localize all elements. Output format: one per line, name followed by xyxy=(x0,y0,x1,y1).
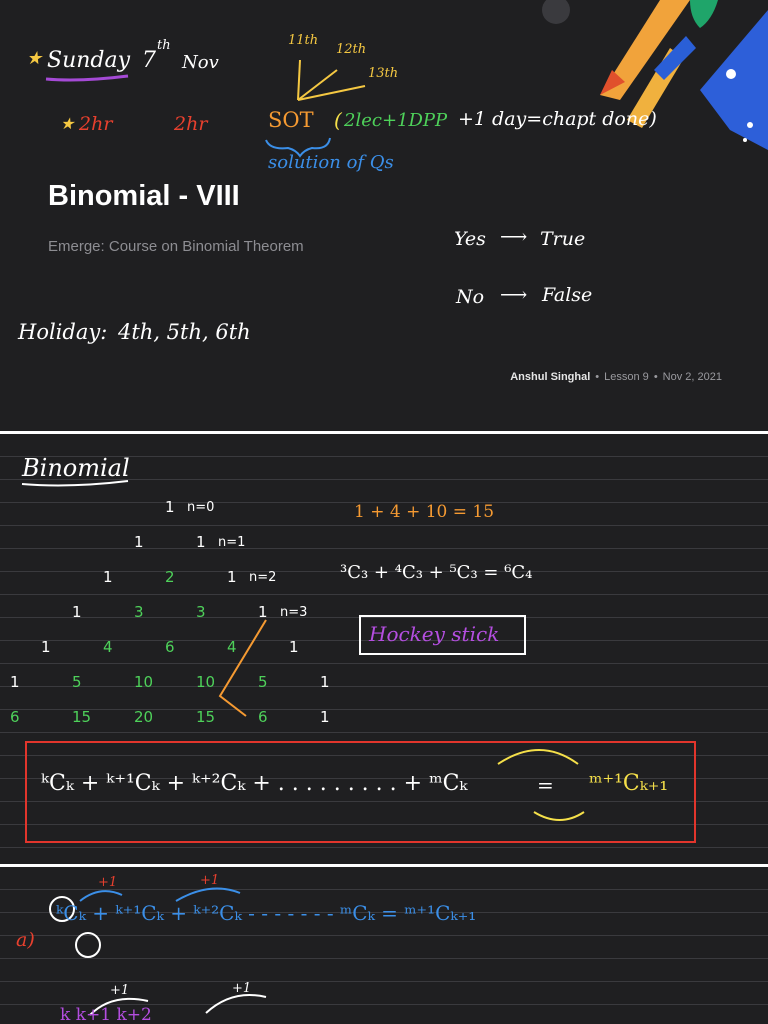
plus-one-arrow xyxy=(80,891,122,901)
heading-underline xyxy=(22,481,128,485)
triangle-cell: 1 xyxy=(227,568,237,586)
plus-one-label: +1 xyxy=(232,981,252,996)
triangle-cell: 1 xyxy=(103,568,113,586)
example-page xyxy=(0,867,768,1024)
lesson-date: Nov 2, 2021 xyxy=(662,371,722,383)
triangle-cell: 1 xyxy=(320,673,330,691)
leaf-icon xyxy=(690,0,718,28)
triangle-cell: 5 xyxy=(258,673,268,691)
lesson-label: Lesson 9 xyxy=(604,371,649,383)
part-a-label: a) xyxy=(16,929,35,951)
hockey-arrow xyxy=(220,620,266,716)
identity-equals: = xyxy=(537,773,554,797)
triangle-cell: 4 xyxy=(103,638,113,656)
triangle-cell: 15 xyxy=(196,708,216,726)
triangle-cell: 6 xyxy=(165,638,175,656)
row-label: n=3 xyxy=(280,605,308,620)
triangle-cell: 6 xyxy=(10,708,20,726)
page3-drawing xyxy=(0,867,768,1024)
triangle-cell: 15 xyxy=(72,708,92,726)
no-label: No xyxy=(456,286,485,308)
sot-rest: +1 day=chapt done) xyxy=(458,108,657,130)
title-slide xyxy=(0,0,768,431)
plus-one-label: +1 xyxy=(110,983,130,998)
true-label: True xyxy=(540,228,586,250)
triangle-cell: 10 xyxy=(134,673,154,691)
line-b: k k+1 k+2 xyxy=(60,1005,152,1024)
triangle-cell: 2 xyxy=(165,568,175,586)
identity-lhs: ᵏCₖ + ᵏ⁺¹Cₖ + ᵏ⁺²Cₖ + . . . . . . . . . + ᵐCₖ xyxy=(41,771,468,796)
hockey-stick-label: Hockey stick xyxy=(369,622,500,646)
arrow-icon: ⟶ xyxy=(500,226,528,248)
binomial-heading: Binomial xyxy=(22,454,130,482)
triangle-cell: 4 xyxy=(227,638,237,656)
plus-one-arrow xyxy=(176,889,240,902)
separator: • xyxy=(595,371,600,383)
row-label: n=0 xyxy=(187,500,215,515)
triangle-cell: 1 xyxy=(134,533,144,551)
combination-line: ³C₃ + ⁴C₃ + ⁵C₃ = ⁶C₄ xyxy=(340,562,533,583)
separator: • xyxy=(653,371,658,383)
row-label: n=2 xyxy=(249,570,277,585)
plus-one-label: +1 xyxy=(200,873,220,888)
hours-yellow: 2hr xyxy=(79,113,113,135)
label-11th: 11th xyxy=(288,33,319,48)
triangle-cell: 6 xyxy=(258,708,268,726)
triangle-cell: 10 xyxy=(196,673,216,691)
row-label: n=1 xyxy=(218,535,246,550)
identity-box xyxy=(25,741,696,843)
author-name: Anshul Singhal xyxy=(510,371,591,383)
triangle-cell: 3 xyxy=(196,603,206,621)
plus-one-label: +1 xyxy=(98,875,118,890)
slide-meta xyxy=(510,371,722,383)
sunday-underline xyxy=(46,76,128,80)
triangle-cell: 1 xyxy=(10,673,20,691)
solution-note: solution of Qs xyxy=(268,152,394,173)
triangle-cell: 20 xyxy=(134,708,154,726)
arrow-icon: ⟶ xyxy=(500,284,528,306)
star-dot-icon xyxy=(743,138,747,142)
hockey-stick-box xyxy=(359,615,526,655)
bow-tie-icon xyxy=(654,36,696,80)
month-label: Nov xyxy=(182,52,219,73)
star-dot-icon xyxy=(747,122,753,128)
triangle-cell: 1 xyxy=(41,638,51,656)
holiday-label: Holiday: xyxy=(18,320,108,344)
false-label: False xyxy=(542,284,593,306)
sot-paren: ( xyxy=(334,108,342,132)
arrow-11th xyxy=(298,60,300,100)
decor-circle xyxy=(542,0,570,24)
label-12th: 12th xyxy=(336,42,367,57)
k-circle-bottom xyxy=(76,933,100,957)
yes-label: Yes xyxy=(454,228,486,250)
date-th: th xyxy=(157,38,171,53)
date-seven: 7 xyxy=(142,48,156,73)
sunday-label: Sunday xyxy=(47,48,131,73)
slide-title: Binomial - VIII xyxy=(48,180,240,212)
triangle-cell: 1 xyxy=(165,498,175,516)
sot-label: SOT xyxy=(268,108,314,132)
triangle-cell: 1 xyxy=(258,603,268,621)
plus-one-arrow-b xyxy=(206,995,266,1013)
star-icon: ★ xyxy=(60,114,75,133)
label-13th: 13th xyxy=(368,66,399,81)
pascal-page xyxy=(0,434,768,864)
triangle-cell: 5 xyxy=(72,673,82,691)
rocket-window-icon xyxy=(726,69,736,79)
identity-rhs: ᵐ⁺¹Cₖ₊₁ xyxy=(589,771,669,796)
slide-subtitle: Emerge: Course on Binomial Theorem xyxy=(48,238,304,255)
rocket-body-icon xyxy=(700,10,768,150)
sum-line: 1 + 4 + 10 = 15 xyxy=(354,502,495,522)
triangle-cell: 1 xyxy=(289,638,299,656)
sot-lectures: 2lec+1DPP xyxy=(344,110,448,131)
triangle-cell: 3 xyxy=(134,603,144,621)
triangle-cell: 1 xyxy=(72,603,82,621)
star-icon: ★ xyxy=(26,48,43,69)
hours-red: 2hr xyxy=(174,113,208,135)
triangle-cell: 1 xyxy=(320,708,330,726)
triangle-cell: 1 xyxy=(196,533,206,551)
line-a: ᵏCₖ + ᵏ⁺¹Cₖ + ᵏ⁺²Cₖ - - - - - - - ᵐCₖ = ᵐ⁺¹Cₖ₊₁ xyxy=(56,901,477,925)
holiday-dates: 4th, 5th, 6th xyxy=(118,320,251,344)
